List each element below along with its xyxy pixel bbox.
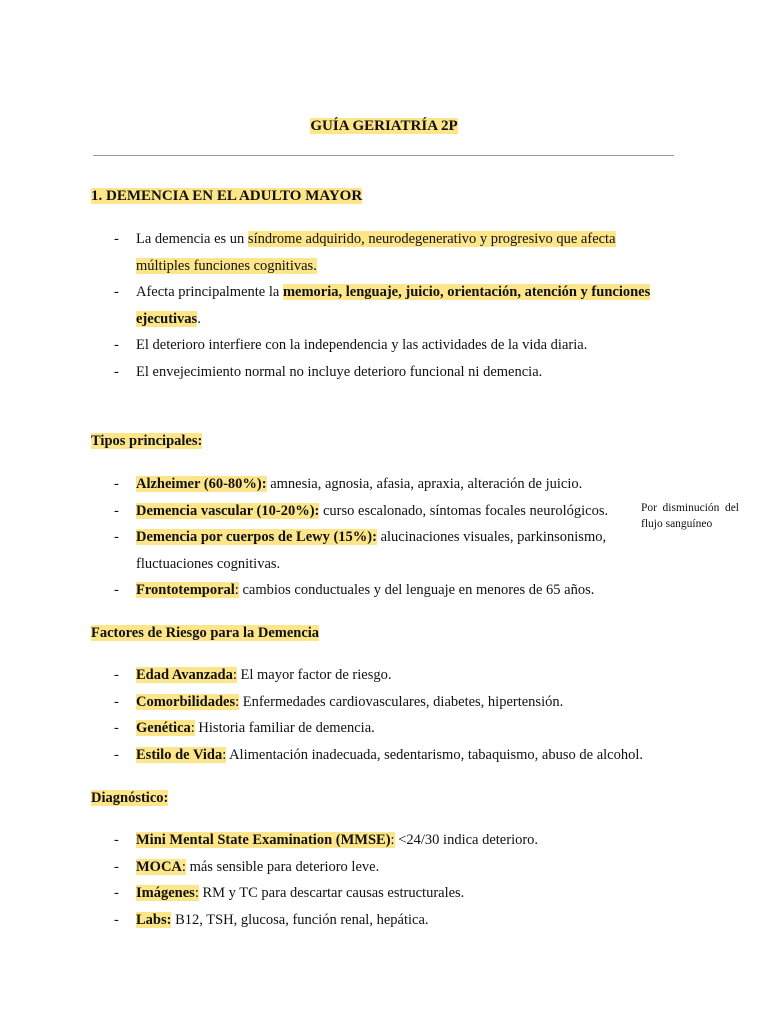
list-item: - Labs: B12, TSH, glucosa, función renal, hepática. [0, 907, 656, 934]
list-dash: - [114, 502, 119, 519]
list-dash: - [114, 693, 119, 710]
side-note: Por disminución del flujo sanguíneo [641, 502, 739, 530]
list-dash: - [114, 832, 119, 848]
diagnostico-list [0, 827, 768, 933]
factores-list [0, 662, 768, 768]
list-item: - Edad Avanzada: El mayor factor de riesgo. [0, 662, 656, 689]
section-heading-tipos: Tipos principales: [91, 433, 203, 449]
list-dash: - [114, 746, 119, 763]
list-item: - El deterioro interfiere con la independencia y las actividades de la vida diaria. [0, 332, 656, 359]
list-item: - MOCA: más sensible para deterioro leve. [0, 854, 656, 881]
list-dash: - [114, 529, 119, 545]
section-heading-demencia: 1. DEMENCIA EN EL ADULTO MAYOR [91, 188, 363, 204]
list-dash: - [114, 582, 119, 598]
list-item: - El envejecimiento normal no incluye deterioro funcional ni demencia. [0, 359, 656, 386]
list-dash: - [114, 720, 119, 736]
list-dash: - [114, 284, 119, 300]
list-dash: - [114, 363, 119, 380]
title-divider [93, 155, 674, 156]
list-dash: - [114, 911, 119, 928]
list-item: - La demencia es un síndrome adquirido, neurodegenerativo y progresivo que afecta múltiples funciones cognitivas. [0, 226, 656, 279]
tipos-list [0, 471, 768, 604]
list-item: - Comorbilidades: Enfermedades cardiovasculares, diabetes, hipertensión. [0, 689, 656, 716]
list-item: - Frontotemporal: cambios conductuales y del lenguaje en menores de 65 años. [0, 577, 656, 604]
list-item: - Demencia vascular (10-20%): curso escalonado, síntomas focales neurológicos. [0, 498, 656, 525]
list-dash: - [114, 667, 119, 683]
list-dash: - [114, 858, 119, 875]
list-item: - Afecta principalmente la memoria, lenguaje, juicio, orientación, atención y funciones ejecutivas. [0, 279, 656, 332]
section-heading-diagnostico: Diagnóstico: [91, 790, 169, 806]
list-item: - Genética: Historia familiar de demencia. [0, 715, 656, 742]
list-dash: - [114, 476, 119, 492]
list-item: - Imágenes: RM y TC para descartar causas estructurales. [0, 880, 656, 907]
list-item: - Mini Mental State Examination (MMSE): <24/30 indica deterioro. [0, 827, 656, 854]
section-heading-factores: Factores de Riesgo para la Demencia [91, 625, 320, 641]
demencia-definition-list [0, 226, 768, 385]
list-dash: - [114, 337, 119, 353]
list-item: - Estilo de Vida: Alimentación inadecuada, sedentarismo, tabaquismo, abuso de alcohol. [0, 742, 656, 769]
list-dash: - [114, 885, 119, 901]
list-item: - Demencia por cuerpos de Lewy (15%): alucinaciones visuales, parkinsonismo, fluctuaciones cognitivas. [0, 524, 656, 577]
list-dash: - [114, 231, 119, 247]
list-item: - Alzheimer (60-80%): amnesia, agnosia, afasia, apraxia, alteración de juicio. [0, 471, 656, 498]
document-title: GUÍA GERIATRÍA 2P [310, 118, 458, 134]
